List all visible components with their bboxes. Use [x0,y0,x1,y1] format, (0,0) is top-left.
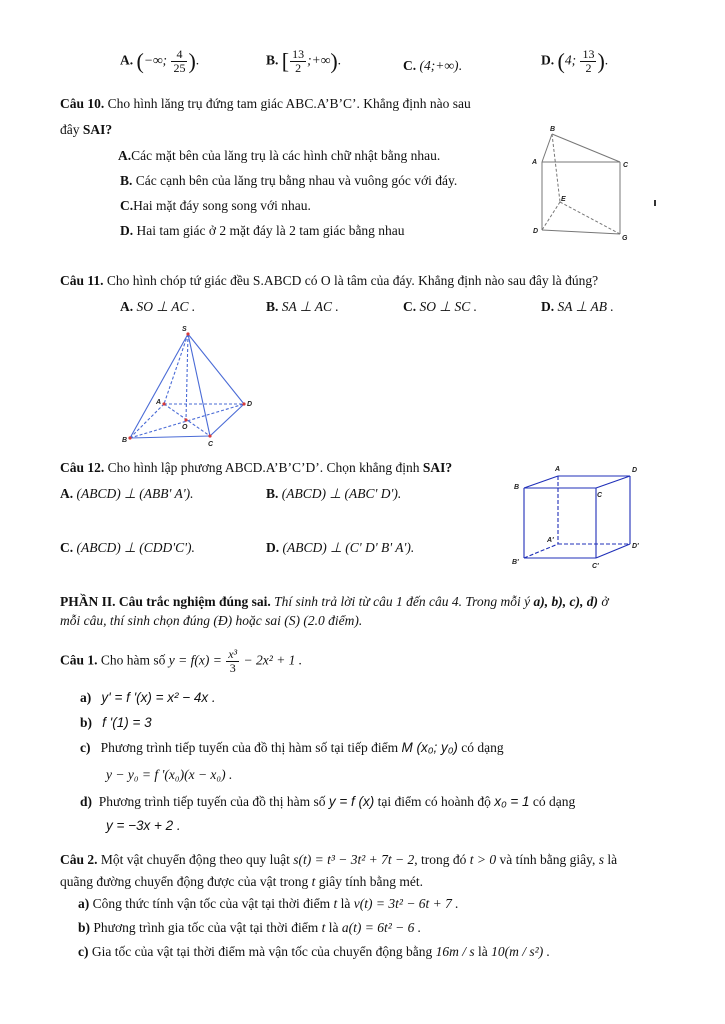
q1-stem: Câu 1. Cho hàm số y = f(x) = $\frac{\text{x³}}{3}$ − 2x² + 1 . [60,647,303,675]
q11-option-d: D. SA ⊥ AB . [541,299,614,314]
pyramid-label-a: A [156,399,162,406]
cube-label-c: C [597,492,603,499]
q11-option-b: B. SA ⊥ AC . [266,299,339,314]
q1-item-c-formula: y − y₀ = f '(x₀)(x − x₀) . [106,767,233,782]
q9-option-c: C. (4;+∞). [403,58,462,73]
cube-label-b: B [514,484,520,491]
cube-label-a: A [555,466,561,473]
prism-label-d: D [533,228,539,235]
q10-stem: Câu 10. Cho hình lăng trụ đứng tam giác ABC.A’B’C’. Khẳng định nào sau [60,96,471,111]
pyramid-label-o: O [182,424,188,431]
q12-option-c: C. (ABCD) ⊥ (CDD'C'). [60,540,195,555]
q12-stem: Câu 12. Cho hình lập phương ABCD.A’B’C’D’. Chọn khẳng định SAI? [60,460,453,475]
q11-stem: Câu 11. Cho hình chóp tứ giác đều S.ABCD có O là tâm của đáy. Khẳng định nào sau đây là đúng? [60,273,599,288]
q9-option-d: D. (4; $\frac{13}{2}$ ). [541,47,609,75]
cube-label-d: D [632,467,638,474]
q10-option-c: C.Hai mặt đáy song song với nhau. [120,198,311,213]
cube-label-b-prime: B' [512,559,519,566]
q10-option-d: D. Hai tam giác ở 2 mặt đáy là 2 tam giác bằng nhau [120,223,405,238]
q12-option-d: D. (ABCD) ⊥ (C' D' B' A'). [266,540,415,555]
q10-option-b: B. Các cạnh bên của lăng trụ bằng nhau và vuông góc với đáy. [120,173,458,188]
q12-option-a: A. (ABCD) ⊥ (ABB' A'). [60,486,194,501]
cube-label-c-prime: C' [592,563,599,570]
stray-mark [654,200,656,206]
pyramid-label-d: D [247,401,253,408]
cube-label-a-prime: A' [547,537,554,544]
q2-item-b: b) Phương trình gia tốc của vật tại thời điểm t là a(t) = 6t² − 6 . [78,920,422,935]
q10-option-a: A.Các mặt bên của lăng trụ là các hình chữ nhật bằng nhau. [118,148,441,163]
q1-item-d-formula: y = −3x + 2 . [106,818,181,833]
q12-option-b: B. (ABCD) ⊥ (ABC' D'). [266,486,402,501]
q1-item-a: a) y' = f '(x) = x² − 4x . [80,690,216,705]
q2-item-a: a) Công thức tính vận tốc của vật tại thời điểm t là v(t) = 3t² − 6t + 7 . [78,896,459,911]
prism-label-c: C [623,162,629,169]
q11-option-a: A. SO ⊥ AC . [120,299,196,314]
pyramid-label-s: S [182,326,187,333]
prism-label-e: E [561,196,566,203]
q9-option-a: A. (−∞; $\frac{4}{25}$ ). [120,47,200,75]
prism-figure [528,122,638,242]
q10-stem-line2: đây SAI? [60,122,113,137]
prism-label-a: A [532,159,538,166]
q2-stem-line2: quãng đường chuyển động được của vật trong t giây tính bằng mét. [60,874,423,889]
q1-item-d: d) Phương trình tiếp tuyến của đồ thị hàm số y = f (x) tại điểm có hoành độ x₀ = 1 có dạng [80,794,576,809]
q11-option-c: C. SO ⊥ SC . [403,299,478,314]
prism-label-g: G [622,235,628,242]
q2-item-c: c) Gia tốc của vật tại thời điểm mà vận tốc của chuyển động bằng 16m / s là 10(m / s²) . [78,944,550,959]
q9-option-b: B. [ $\frac{13}{2}$ ;+∞). [266,47,342,75]
cube-label-d-prime: D' [632,543,639,550]
part2-heading: PHẦN II. Câu trắc nghiệm đúng sai. Thí sinh trả lời từ câu 1 đến câu 4. Trong mỗi ý a), b), c), d) ở [60,594,609,609]
q1-item-b: b) f '(1) = 3 [80,715,152,730]
pyramid-label-b: B [122,437,128,444]
q2-stem: Câu 2. Một vật chuyển động theo quy luật s(t) = t³ − 3t² + 7t − 2, trong đó t > 0 và tính bằng giây, s là [60,852,618,867]
q1-item-c: c) Phương trình tiếp tuyến của đồ thị hàm số tại tiếp điểm M (x₀; y₀) có dạng [80,740,504,755]
part2-instructions: mỗi câu, thí sinh chọn đúng (Đ) hoặc sai (S) (2.0 điểm). [60,613,363,628]
pyramid-label-c: C [208,441,214,447]
prism-label-b: B [550,126,556,133]
pyramid-figure [118,322,258,447]
cube-figure [508,462,658,574]
